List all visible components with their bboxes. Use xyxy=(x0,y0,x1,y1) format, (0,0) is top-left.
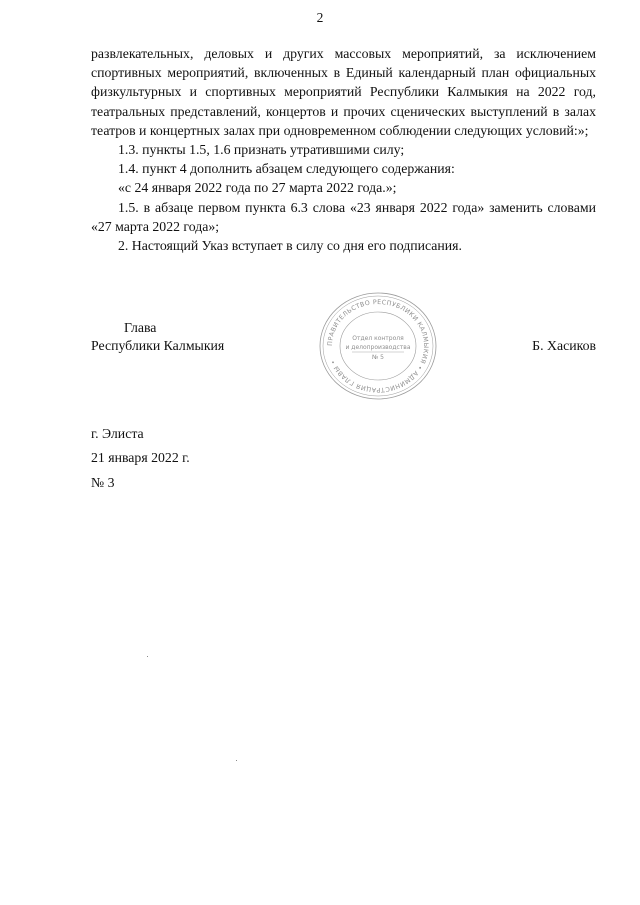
seal-ring-text: ПРАВИТЕЛЬСТВО РЕСПУБЛИКИ КАЛМЫКИЯ • АДМИНИСТРАЦИЯ ГЛАВЫ • xyxy=(326,298,430,394)
place-of-signing: г. Элиста xyxy=(91,426,144,441)
paragraph-quoted-dates: «с 24 января 2022 года по 27 марта 2022 года.»; xyxy=(118,180,397,196)
signatory-name: Б. Хасиков xyxy=(532,338,596,353)
scan-speck xyxy=(236,760,237,761)
seal-center-line-1: Отдел контроля xyxy=(352,335,404,342)
scan-speck xyxy=(147,656,148,657)
signatory-title-line2: Республики Калмыкия xyxy=(91,338,225,353)
paragraph-item-1-3: 1.3. пункты 1.5, 1.6 признать утратившими силу; xyxy=(118,142,405,158)
date-of-signing: 21 января 2022 г. xyxy=(91,450,190,465)
paragraph-item-2: 2. Настоящий Указ вступает в силу со дня его подписания. xyxy=(118,238,462,254)
seal-center-line-3: № 5 xyxy=(372,354,384,361)
paragraph-continuation: развлекательных, деловых и других массовых мероприятий, за исключением спортивных мероприятий, включенных в Единый календарный план официальных физкультурных и спортивных мероприятий Республики Калмыкия на 2022 год, театральных представлений, концертов и прочих сценических выступлений в залах театров и концертных залах при одновременном соблюдении следующих условий:»; xyxy=(91,46,596,138)
official-seal-stamp xyxy=(316,290,440,402)
page-number: 2 xyxy=(316,10,324,25)
signatory-title-line1: Глава xyxy=(124,320,157,335)
decree-number: № 3 xyxy=(91,475,115,490)
paragraph-item-1-4: 1.4. пункт 4 дополнить абзацем следующего содержания: xyxy=(118,161,455,177)
decree-footer xyxy=(91,426,190,500)
svg-text:ПРАВИТЕЛЬСТВО РЕСПУБЛИКИ КАЛМЫ xyxy=(327,299,429,393)
paragraph-item-1-5: 1.5. в абзаце первом пункта 6.3 слова «23 января 2022 года» заменить словами «27 марта 2022 года»; xyxy=(91,199,596,234)
decree-body xyxy=(91,44,596,255)
seal-center-line-2: и делопроизводства xyxy=(345,344,411,351)
